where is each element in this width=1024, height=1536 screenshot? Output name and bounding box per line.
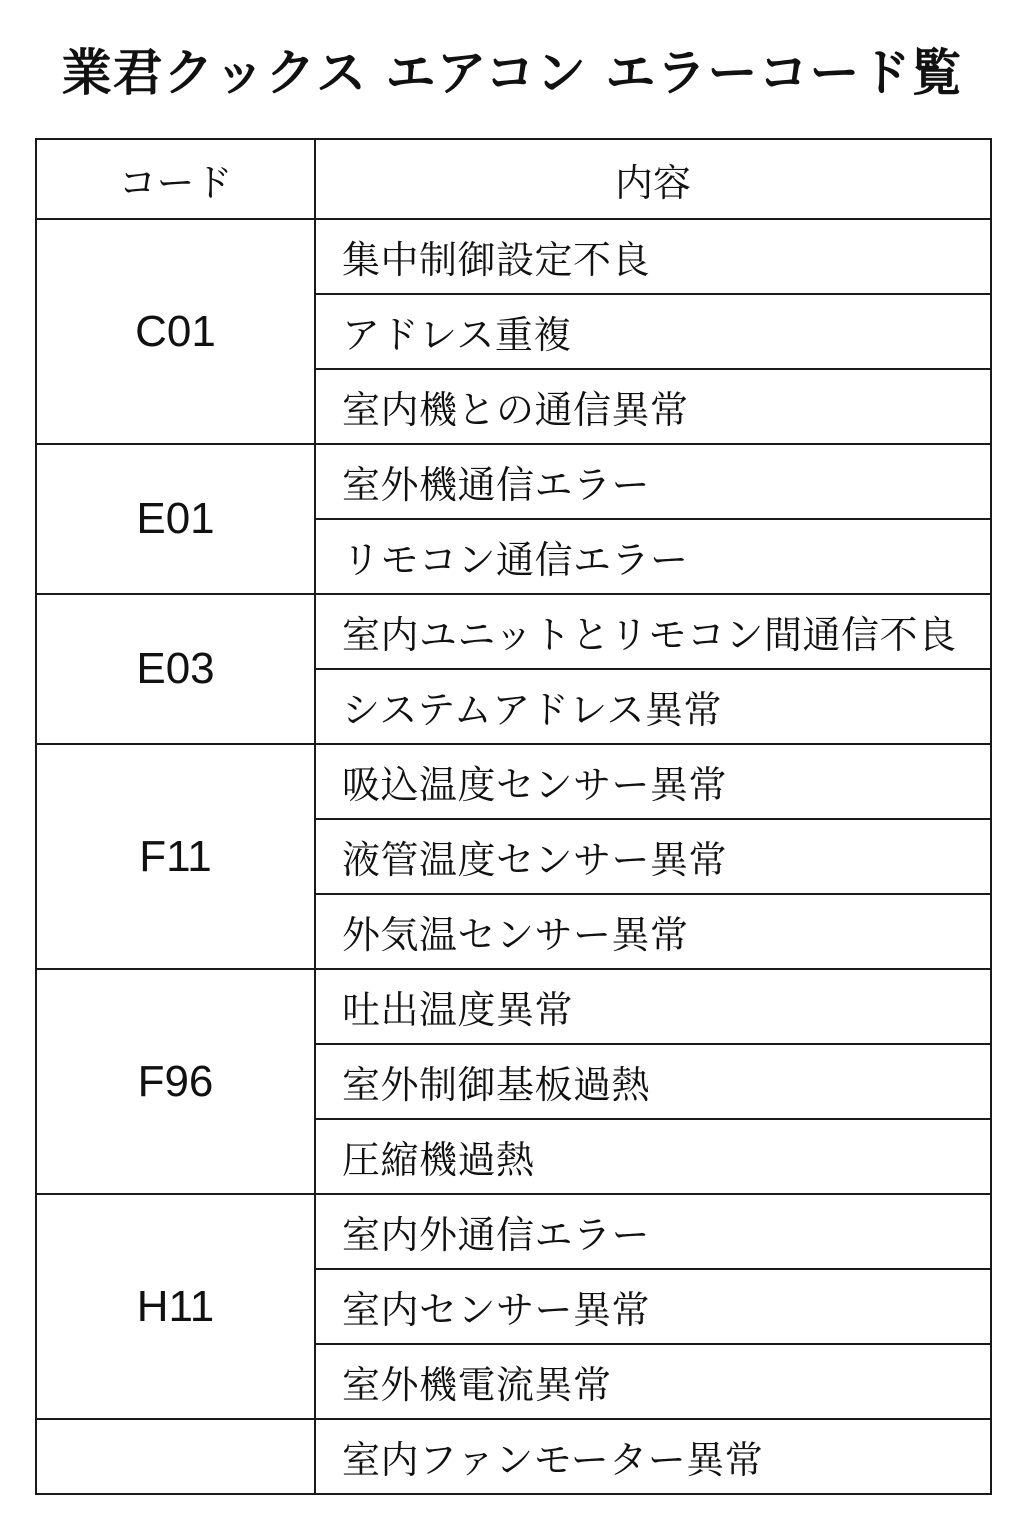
table-row [36,969,991,1044]
error-code-cell: E03 [36,594,315,744]
error-description-cell: 室内ユニットとリモコン間通信不良 [315,594,991,669]
table-row [36,1419,991,1494]
column-header-content: 内容 [315,139,991,219]
error-description-cell: 吸込温度センサー異常 [315,744,991,819]
table-body [36,219,991,1494]
error-code-cell: E01 [36,444,315,594]
table-row [36,1194,991,1269]
error-description-cell: 外気温センサー異常 [315,894,991,969]
error-description-cell: リモコン通信エラー [315,519,991,594]
error-code-cell [36,1419,315,1494]
error-description-cell: 室内外通信エラー [315,1194,991,1269]
error-description-cell: システムアドレス異常 [315,669,991,744]
error-description-cell: 吐出温度異常 [315,969,991,1044]
error-code-cell: F11 [36,744,315,969]
table-header-row [36,139,991,219]
error-description-cell: 室内ファンモーター異常 [315,1419,991,1494]
error-code-cell: H11 [36,1194,315,1419]
error-description-cell: 集中制御設定不良 [315,219,991,294]
error-description-cell: 圧縮機過熱 [315,1119,991,1194]
error-code-cell: F96 [36,969,315,1194]
page-title: 業君クックス エアコン エラーコード覧 [61,44,963,102]
column-header-code: コード [36,139,315,219]
table-row [36,219,991,294]
error-code-cell: C01 [36,219,315,444]
error-description-cell: 室内センサー異常 [315,1269,991,1344]
table-row [36,594,991,669]
error-description-cell: 室外機通信エラー [315,444,991,519]
error-description-cell: 室内機との通信異常 [315,369,991,444]
table-row [36,444,991,519]
error-description-cell: 室外制御基板過熱 [315,1044,991,1119]
error-code-table [35,138,992,1495]
error-description-cell: 室外機電流異常 [315,1344,991,1419]
error-description-cell: アドレス重複 [315,294,991,369]
table-row [36,744,991,819]
error-description-cell: 液管温度センサー異常 [315,819,991,894]
